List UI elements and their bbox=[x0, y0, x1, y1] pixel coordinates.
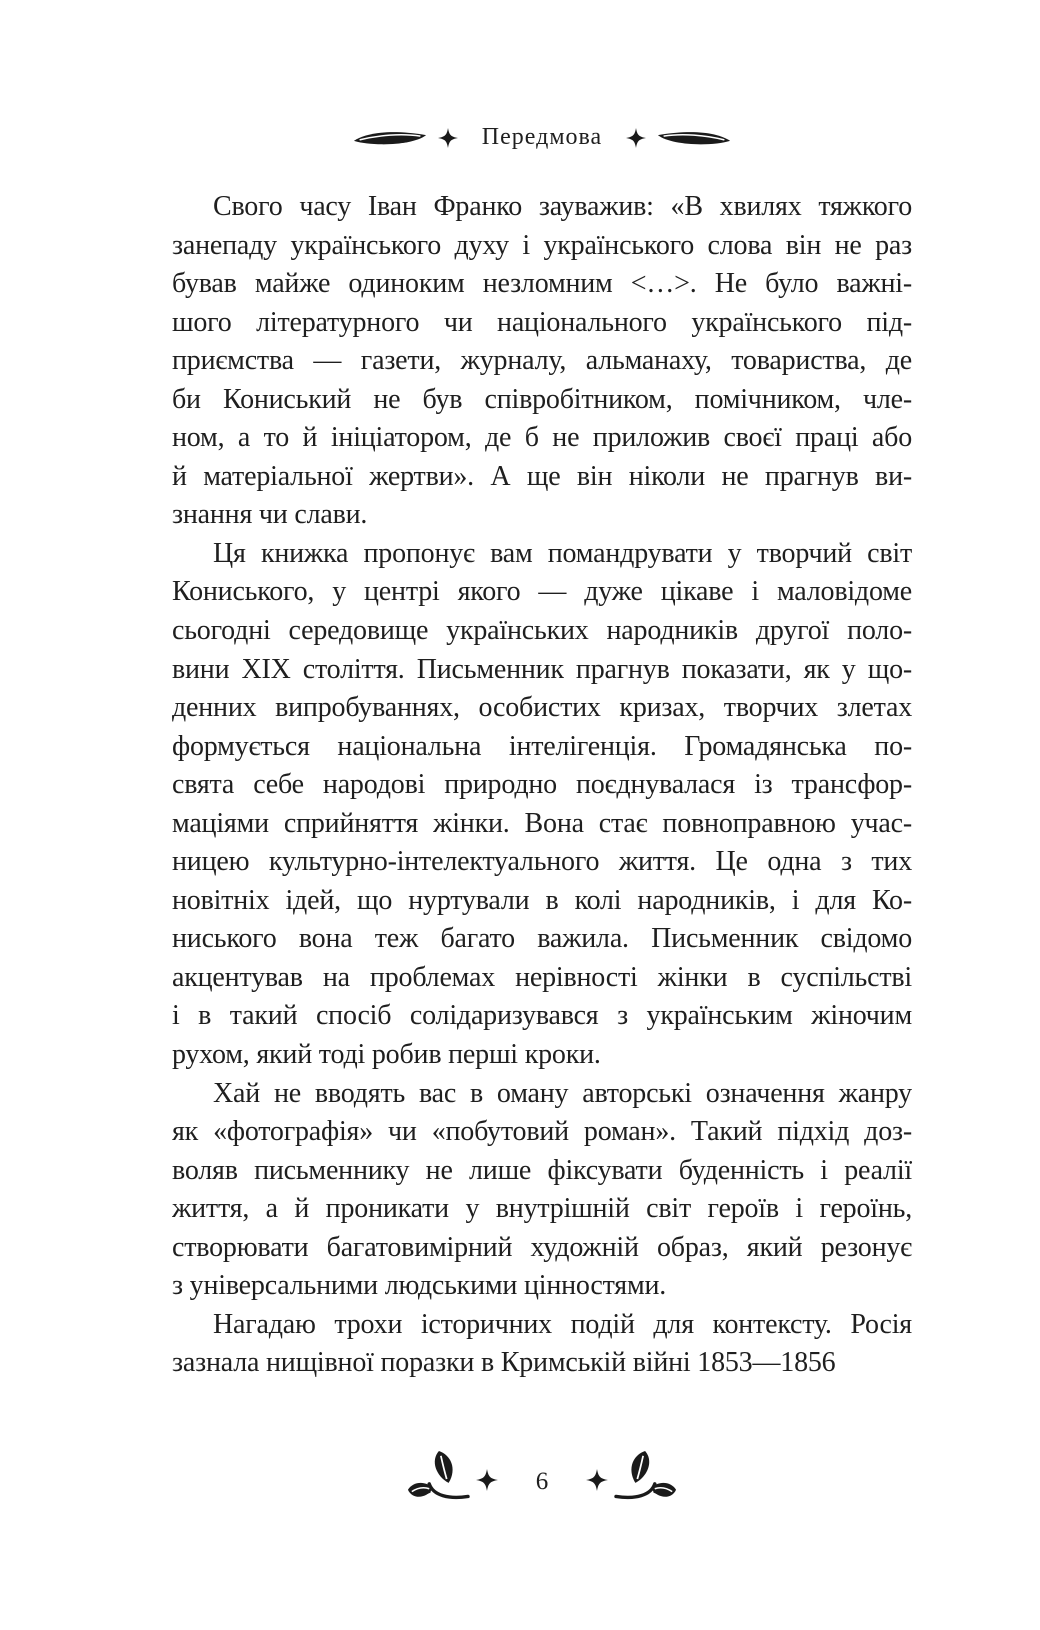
page-header bbox=[172, 124, 912, 151]
text-line: формується національна інтелігенція. Громадянська по- bbox=[172, 730, 912, 762]
text-line: шого літературного чи національного українського під- bbox=[172, 306, 912, 338]
paragraph bbox=[172, 535, 912, 1075]
text-line: і в такий спосіб солідаризувався з українським жіночим bbox=[172, 1000, 912, 1032]
text-line: маціями сприйняття жінки. Вона стає повноправною учас- bbox=[172, 807, 912, 839]
text-line: зазнала нищівної поразки в Кримській війні 1853—1856 bbox=[172, 1347, 836, 1379]
text-line: з універсальними людськими цінностями. bbox=[172, 1270, 667, 1302]
diamond-star-icon bbox=[586, 1469, 608, 1491]
text-line: воляв письменнику не лише фіксувати буденність і реалії bbox=[172, 1154, 912, 1186]
text-line: вини XIX століття. Письменник прагнув показати, як у що- bbox=[172, 653, 912, 685]
text-line: ницею культурно-інтелектуального життя. Це одна з тих bbox=[172, 846, 912, 878]
text-line: й матеріальної жертви». А ще він ніколи не прагнув ви- bbox=[172, 460, 912, 492]
diamond-star-icon bbox=[476, 1469, 498, 1491]
page-footer bbox=[172, 1449, 912, 1511]
text-line: Нагадаю трохи історичних подій для контексту. Росія bbox=[213, 1308, 912, 1340]
sprig-ornament-right-icon bbox=[614, 1449, 680, 1511]
text-line: рухом, який тоді робив перші кроки. bbox=[172, 1039, 601, 1071]
sprig-ornament-left-icon bbox=[404, 1449, 470, 1511]
page-body bbox=[172, 188, 912, 1383]
text-line: знання чи слави. bbox=[172, 499, 368, 531]
text-line: свята себе народові природно поєднувалася із трансфор- bbox=[172, 769, 912, 801]
paragraph bbox=[172, 1075, 912, 1306]
diamond-star-icon bbox=[626, 128, 646, 148]
page-number: 6 bbox=[535, 1468, 549, 1495]
text-line: сьогодні середовище українських народників другої поло- bbox=[172, 615, 912, 647]
text-line: Свого часу Іван Франко зауважив: «В хвилях тяжкого bbox=[213, 191, 912, 222]
text-line: Кониського, у центрі якого — дуже цікаве і маловідоме bbox=[172, 576, 912, 608]
text-line: бував майже одиноким незломним <…>. Не було важні- bbox=[172, 268, 912, 300]
text-line: ном, а то й ініціатором, де б не приложив своєї праці або bbox=[172, 422, 912, 454]
text-line: ниського вона теж багато важила. Письменник свідомо bbox=[172, 923, 912, 955]
text-line: акцентував на проблемах нерівності жінки в суспільстві bbox=[172, 961, 912, 993]
text-line: новітніх ідей, що нуртували в колі народників, і для Ко- bbox=[172, 884, 912, 916]
paragraph bbox=[172, 188, 912, 535]
text-line: життя, а й проникати у внутрішній світ героїв і героїнь, bbox=[172, 1193, 912, 1225]
leaf-ornament-right-icon bbox=[656, 127, 732, 149]
text-line: приємства — газети, журналу, альманаху, товариства, де bbox=[172, 345, 912, 377]
paragraph bbox=[172, 1306, 912, 1383]
chapter-title: Передмова bbox=[481, 124, 603, 150]
text-line: Ця книжка пропонує вам помандрувати у творчий світ bbox=[213, 537, 912, 569]
text-line: Хай не вводять вас в оману авторські означення жанру bbox=[213, 1077, 912, 1109]
leaf-ornament-left-icon bbox=[352, 127, 428, 149]
diamond-star-icon bbox=[438, 128, 458, 148]
text-line: занепаду українського духу і українського слова він не раз bbox=[172, 229, 912, 261]
text-line: би Кониський не був співробітником, помічником, чле- bbox=[172, 383, 912, 415]
text-line: створювати багатовимірний художній образ, який резонує bbox=[172, 1231, 912, 1263]
text-line: денних випробуваннях, особистих кризах, творчих злетах bbox=[172, 692, 912, 724]
text-line: як «фотографія» чи «побутовий роман». Такий підхід доз- bbox=[172, 1116, 912, 1148]
